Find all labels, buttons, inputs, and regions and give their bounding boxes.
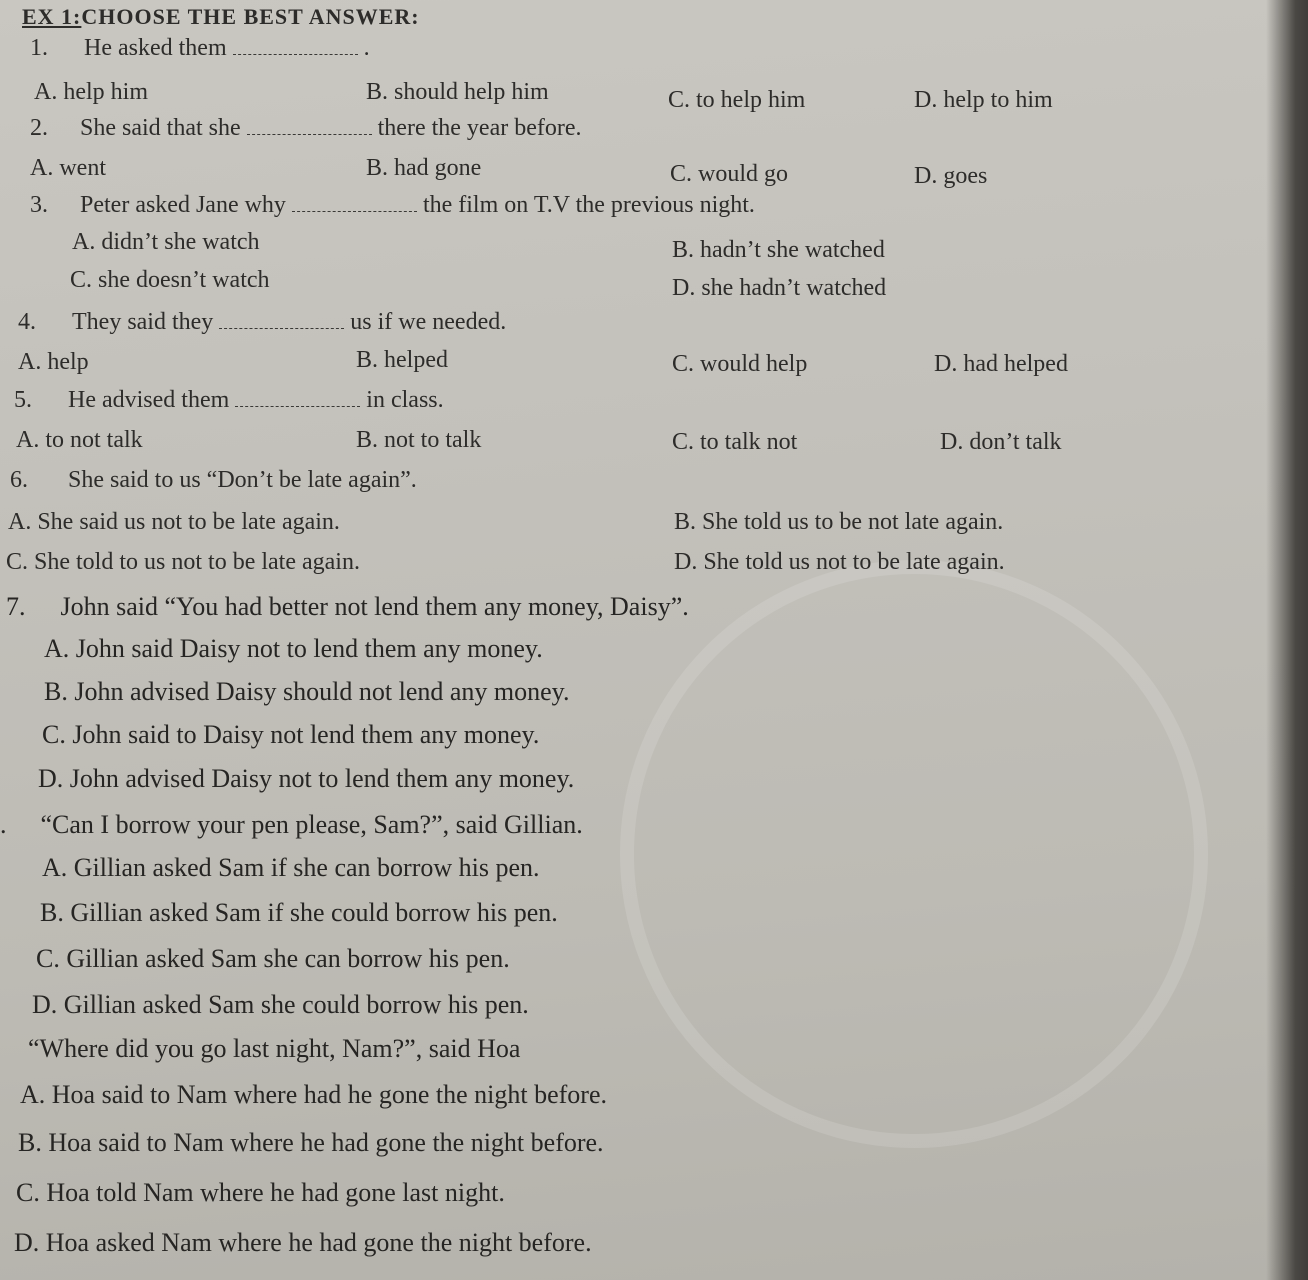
option-d: D. Gillian asked Sam she could borrow his pen. <box>32 990 529 1019</box>
option-a: A. to not talk <box>16 427 143 453</box>
option-c: C. John said to Daisy not lend them any money. <box>42 720 540 749</box>
question-number: 5. <box>14 387 32 413</box>
question-text-start: Peter asked Jane why <box>80 192 286 218</box>
question-7 <box>6 594 689 620</box>
answer-blank <box>247 120 372 135</box>
exercise-label: EX 1: <box>22 4 82 29</box>
question-text: “Where did you go last night, Nam?”, said Hoa <box>28 1034 521 1063</box>
option-b: B. should help him <box>366 79 549 105</box>
exercise-header <box>22 6 420 28</box>
exercise-title: CHOOSE THE BEST ANSWER: <box>81 4 420 29</box>
question-2 <box>30 116 582 140</box>
question-text-end: in class. <box>366 387 444 413</box>
option-d: D. she hadn’t watched <box>672 275 887 301</box>
watermark-seal <box>620 560 1208 1148</box>
option-d: D. John advised Daisy not to lend them any money. <box>38 764 575 793</box>
question-text: John said “You had better not lend them any money, Daisy”. <box>60 592 689 621</box>
option-c: C. Hoa told Nam where he had gone last night. <box>16 1178 505 1207</box>
option-d: D. She told us not to be late again. <box>674 549 1005 575</box>
option-b: B. She told us to be not late again. <box>674 509 1004 535</box>
option-a: A. She said us not to be late again. <box>8 509 340 535</box>
question-text-start: She said that she <box>80 115 241 141</box>
question-number: 4. <box>18 309 36 335</box>
question-text-start: They said they <box>72 309 214 335</box>
question-text-end: . <box>363 35 370 61</box>
question-text-end: us if we needed. <box>350 309 507 335</box>
question-5 <box>14 388 444 412</box>
question-number: 6. <box>10 467 28 493</box>
option-d: D. goes <box>914 163 988 189</box>
answer-blank <box>235 392 360 407</box>
question-text-end: the film on T.V the previous night. <box>422 192 755 218</box>
option-c: C. She told to us not to be late again. <box>6 549 360 575</box>
question-text-start: He asked them <box>84 35 227 61</box>
question-number: 7. <box>6 592 26 621</box>
option-a: A. didn’t she watch <box>72 229 260 255</box>
option-d: D. help to him <box>914 87 1053 113</box>
question-9 <box>28 1036 520 1062</box>
option-c: C. Gillian asked Sam she can borrow his pen. <box>36 944 510 973</box>
option-b: B. helped <box>356 347 448 373</box>
answer-blank <box>219 314 344 329</box>
option-b: B. hadn’t she watched <box>672 237 885 263</box>
option-b: B. Gillian asked Sam if she could borrow his pen. <box>40 898 558 927</box>
option-c: C. to talk not <box>672 429 798 455</box>
option-a: A. John said Daisy not to lend them any money. <box>44 634 543 663</box>
question-text-start: He advised them <box>68 387 230 413</box>
question-number: 3. <box>30 192 48 218</box>
option-a: A. Hoa said to Nam where had he gone the night before. <box>20 1080 607 1109</box>
option-d: D. don’t talk <box>940 429 1062 455</box>
page-edge-shadow <box>1266 0 1308 1280</box>
option-b: B. John advised Daisy should not lend any money. <box>44 677 570 706</box>
option-a: A. went <box>30 155 106 181</box>
question-text: “Can I borrow your pen please, Sam?”, said Gillian. <box>40 810 583 839</box>
question-8 <box>0 812 583 838</box>
option-b: B. not to talk <box>356 427 482 453</box>
answer-blank <box>233 40 358 55</box>
question-4 <box>18 310 506 334</box>
question-text: She said to us “Don’t be late again”. <box>68 467 417 493</box>
option-a: A. help him <box>34 79 148 105</box>
question-number: 2. <box>30 115 48 141</box>
option-c: C. would help <box>672 351 808 377</box>
question-3 <box>30 193 755 217</box>
option-d: D. Hoa asked Nam where he had gone the night before. <box>14 1228 592 1257</box>
question-6 <box>10 468 417 492</box>
question-1 <box>30 36 370 60</box>
answer-blank <box>292 197 417 212</box>
question-number: 1. <box>30 35 48 61</box>
option-c: C. to help him <box>668 87 806 113</box>
option-c: C. would go <box>670 161 789 187</box>
option-d: D. had helped <box>934 351 1068 377</box>
question-number: . <box>0 810 7 839</box>
option-a: A. help <box>18 349 89 375</box>
question-text-end: there the year before. <box>377 115 582 141</box>
option-c: C. she doesn’t watch <box>70 267 270 293</box>
option-a: A. Gillian asked Sam if she can borrow his pen. <box>42 853 540 882</box>
option-b: B. had gone <box>366 155 482 181</box>
option-b: B. Hoa said to Nam where he had gone the night before. <box>18 1128 604 1157</box>
